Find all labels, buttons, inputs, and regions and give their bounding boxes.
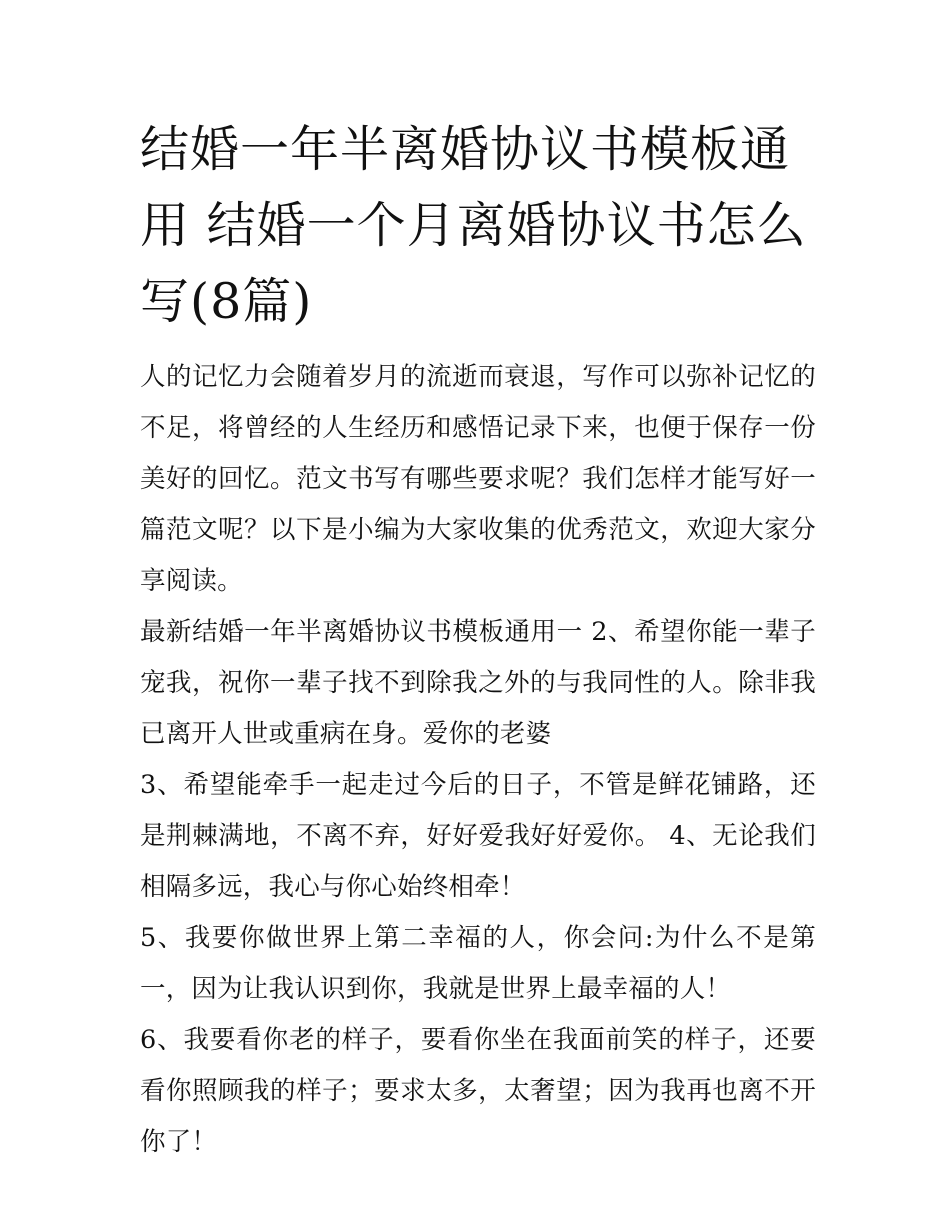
document-body <box>140 352 816 1168</box>
paragraph-item-5: 5、我要你做世界上第二幸福的人，你会问:为什么不是第一，因为让我认识到你，我就是世界上最幸福的人！ <box>140 923 816 1004</box>
document-title: 结婚一年半离婚协议书模板通用 结婚一个月离婚协议书怎么写(8篇) <box>140 121 807 330</box>
paragraph-intro: 人的记忆力会随着岁月的流逝而衰退，写作可以弥补记忆的不足，将曾经的人生经历和感悟记录下来，也便于保存一份美好的回忆。范文书写有哪些要求呢？我们怎样才能写好一篇范文呢？以下是小编为大家收集的优秀范文，欢迎大家分享阅读。 <box>140 362 816 596</box>
paragraph-item-2: 最新结婚一年半离婚协议书模板通用一 2、希望你能一辈子宠我，祝你一辈子找不到除我之外的与我同性的人。除非我已离开人世或重病在身。爱你的老婆 <box>140 617 816 749</box>
paragraph-item-6: 6、我要看你老的样子，要看你坐在我面前笑的样子，还要看你照顾我的样子；要求太多，太奢望；因为我再也离不开你了！ <box>140 1025 816 1157</box>
paragraph-item-3-4: 3、希望能牵手一起走过今后的日子，不管是鲜花铺路，还是荆棘满地，不离不弃，好好爱我好好爱你。 4、无论我们相隔多远，我心与你心始终相牵！ <box>140 770 816 902</box>
